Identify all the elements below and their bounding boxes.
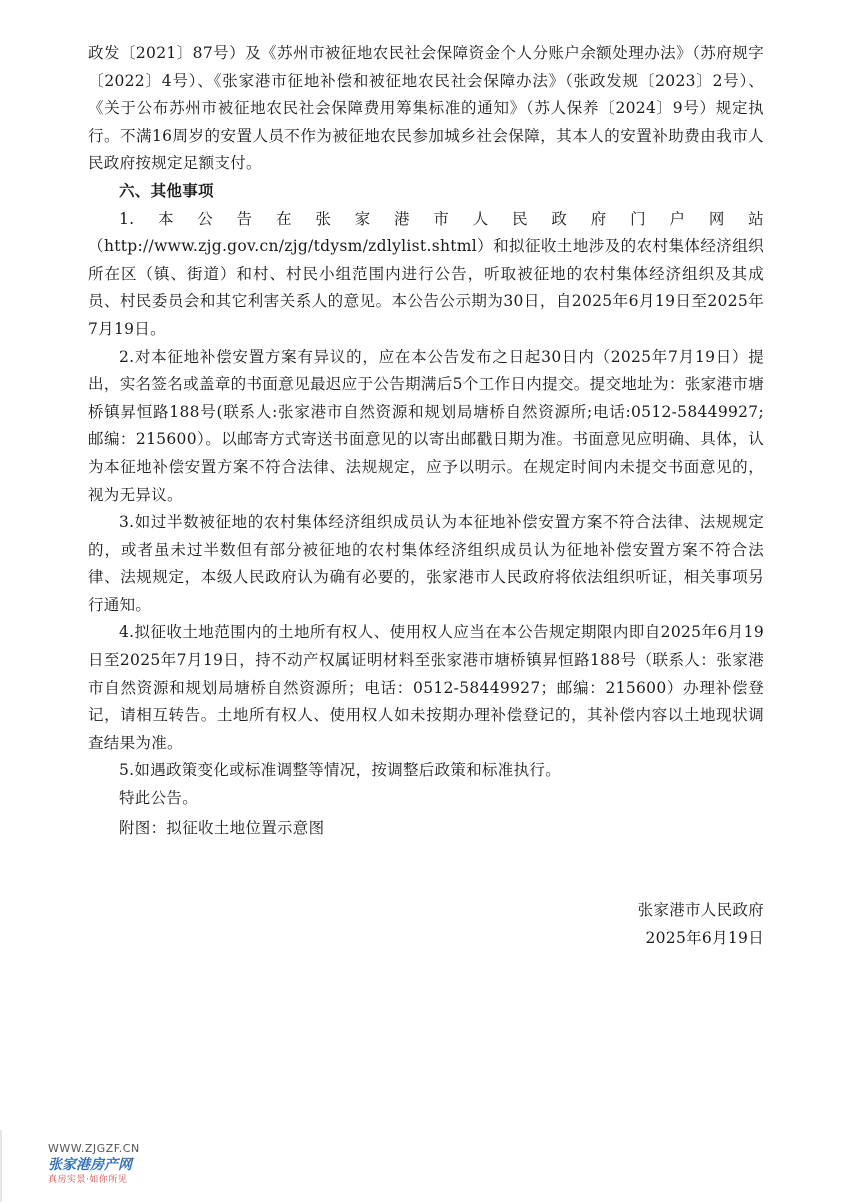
section-other-matters-heading: 六、其他事项 (119, 181, 214, 200)
item-1-publication: 1.本公告在张家港市人民政府门户网站（http://www.zjg.gov.cn/zjg/tdysm/zdlylist.shtml）和拟征收土地涉及的农村集体经济组织所在区（镇、街道）和村、村民小组范围内进行公告，听取被征地的农村集体经济组织及其成员、村民委员会和其它利害关系人的意见。本公告公示期为30日，自2025年6月19日至2025年7月19日。 (88, 209, 764, 338)
watermark-brand: 张家港房产网 (48, 1157, 132, 1173)
paragraph-social-security-policy: 政发〔2021〕87号）及《苏州市被征地农民社会保障资金个人分账户余额处理办法》（苏府规字〔2022〕4号）、《张家港市征地补偿和被征地农民社会保障办法》（张政发规〔2023〕2号）、《关于公布苏州市被征地农民社会保障费用筹集标准的通知》（苏人保养〔2024〕9号）规定执行。不满16周岁的安置人员不作为被征地农民参加城乡社会保障，其本人的安置补助费由我市人民政府按规定足额支付。 (88, 44, 764, 173)
closing-remark: 特此公告。 (119, 789, 199, 808)
watermark-url: WWW.ZJGZF.CN (48, 1142, 140, 1155)
item-3-hearing: 3.如过半数被征地的农村集体经济组织成员认为本征地补偿安置方案不符合法律、法规规定的，或者虽未过半数但有部分被征地的农村集体经济组织成员认为征地补偿安置方案不符合法律、法规规定，本级人民政府认为确有必要的，张家港市人民政府将依法组织听证，相关事项另行通知。 (88, 513, 764, 614)
issue-date: 2025年6月19日 (645, 929, 764, 947)
announcement-body (88, 40, 764, 813)
signature-block (638, 896, 764, 952)
item-2-objections: 2.对本征地补偿安置方案有异议的，应在本公告发布之日起30日内（2025年7月19日）提出，实名签名或盖章的书面意见最迟应于公告期满后5个工作日内提交。提交地址为：张家港市塘桥镇昇恒路188号(联系人:张家港市自然资源和规划局塘桥自然资源所;电话:0512-58449927;邮编：215600）。以邮寄方式寄送书面意见的以寄出邮戳日期为准。书面意见应明确、具体，认为本征地补偿安置方案不符合法律、法规规定，应予以明示。在规定时间内未提交书面意见的，视为无异议。 (88, 347, 764, 504)
item-4-registration: 4.拟征收土地范围内的土地所有权人、使用权人应当在本公告规定期限内即自2025年6月19日至2025年7月19日，持不动产权属证明材料至张家港市塘桥镇昇恒路188号（联系人：张家港市自然资源和规划局塘桥自然资源所；电话：0512-58449927；邮编：215600）办理补偿登记，请相互转告。土地所有权人、使用权人如未按期办理补偿登记的，其补偿内容以土地现状调查结果为准。 (88, 623, 764, 752)
site-watermark (48, 1142, 188, 1186)
attachment-note: 附图：拟征收土地位置示意图 (119, 819, 325, 837)
issuer-name: 张家港市人民政府 (637, 901, 764, 919)
page-edge-divider (0, 1130, 2, 1202)
watermark-slogan: 真房实景·如你所见 (48, 1175, 128, 1185)
item-5-policy-change: 5.如遇政策变化或标准调整等情况，按调整后政策和标准执行。 (119, 761, 561, 780)
